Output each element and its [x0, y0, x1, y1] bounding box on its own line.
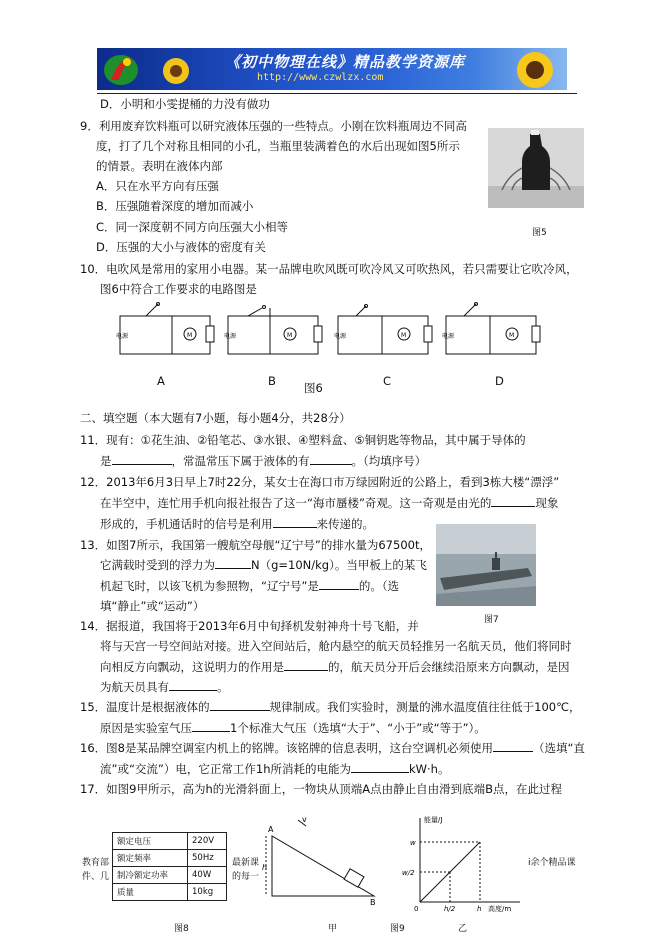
- q14-blank-2[interactable]: [169, 679, 217, 691]
- q13-text-c: 机起飞时，以该飞机为参照物，“辽宁号”是: [100, 579, 319, 593]
- q8-option-d: D．小明和小雯提桶的力没有做功: [100, 97, 270, 111]
- power-label: 电源: [224, 333, 237, 340]
- q12-line2: [100, 495, 558, 511]
- q16-line2: [100, 761, 449, 777]
- circuit-label-d: D: [495, 374, 504, 388]
- q14-line1: 14．据报道，我国将于2013年6月中旬择机发射神舟十号飞船，并: [80, 619, 419, 633]
- q12-line1: 12．2013年6月3日早上7时22分，某女士在海口市万绿园附近的公路上，看到3栋大楼“漂浮”: [80, 475, 560, 489]
- side-text-mid1: 最新课: [232, 858, 260, 868]
- incline-figure: [262, 810, 382, 906]
- banner-url: http://www.czwlzx.com: [257, 72, 384, 83]
- q13-text-d: 的。（选: [358, 579, 400, 593]
- header-rule: [97, 93, 577, 94]
- q9-line3: 的情景。表明在液体内部: [96, 159, 223, 173]
- q15-blank-2[interactable]: [192, 720, 230, 732]
- figure6-caption: 图6: [304, 381, 323, 395]
- q9-line1: 9．利用废弃饮料瓶可以研究液体压强的一些特点。小刚在饮料瓶周边不同高: [80, 119, 467, 133]
- q15-line2: [100, 720, 486, 736]
- circuit-c: [330, 298, 440, 360]
- figure8-caption: 图8: [174, 924, 189, 934]
- q11-line1: 11．现有：①花生油、②铅笔芯、③水银、④塑料盒、⑤铜钥匙等物品，其中属于导体的: [80, 433, 526, 447]
- q14-text-c: 为航天员具有: [100, 680, 169, 694]
- q12-blank-1[interactable]: [491, 495, 535, 507]
- x-tick-0: 0: [414, 905, 419, 912]
- nameplate-table: [112, 832, 227, 901]
- circuit-label-a: A: [157, 374, 165, 388]
- table-cell: 40W: [188, 867, 227, 884]
- x-tick-h2: h/2: [444, 905, 456, 912]
- y-tick-w2: w/2: [402, 869, 415, 877]
- side-text-right: i余个精品课: [528, 858, 576, 868]
- q11-text-b: ，常温常压下属于液体的有: [171, 454, 310, 468]
- q14-blank-1[interactable]: [284, 659, 328, 671]
- motor-label: M: [287, 332, 293, 339]
- circuit-a: [112, 298, 222, 360]
- power-label: 电源: [116, 333, 129, 340]
- height-label: h: [262, 863, 268, 872]
- figure9-jia-caption: 甲: [328, 924, 338, 934]
- q14-text-d: 。: [217, 680, 229, 694]
- circuit-label-c: C: [383, 374, 392, 388]
- q16-text-b: （选填“直: [532, 741, 585, 755]
- q9-option-d: D．压强的大小与液体的密度有关: [96, 240, 266, 254]
- q17-line1: 17．如图9甲所示，高为h的光滑斜面上，一物块从顶端A点由静止自由滑到底端B点，在此过程: [80, 782, 562, 796]
- q13-line4: 填“静止”或“运动”）: [100, 599, 205, 613]
- incline-label-b: B: [370, 898, 376, 906]
- logo-icon: [101, 50, 141, 88]
- sunflower-icon: [505, 50, 563, 90]
- q12-blank-2[interactable]: [273, 516, 317, 528]
- side-text-left1: 教育部: [82, 858, 110, 868]
- q13-line3: [100, 578, 399, 594]
- figure5-caption: 图5: [532, 228, 547, 238]
- q15-text-a: 15．温度计是根据液体的: [80, 700, 210, 714]
- q9-option-b: B．压强随着深度的增加而减小: [96, 199, 254, 213]
- q13-blank-1[interactable]: [215, 557, 251, 569]
- q12-text-a: 在半空中，连忙用手机向报社报告了这一“海市蜃楼”奇观。这一奇观是由光的: [100, 496, 492, 510]
- q15-line1: [80, 699, 581, 715]
- sunflower-icon: [157, 54, 195, 88]
- table-cell: 制冷额定功率: [113, 867, 188, 884]
- q13-line2: [100, 557, 427, 573]
- table-row: [113, 850, 227, 867]
- q14-text-b: 的，航天员分开后会继续沿原来方向飘动，是因: [328, 660, 570, 674]
- figure7-caption: 图7: [484, 615, 499, 625]
- table-row: [113, 884, 227, 901]
- q13-line1: 13．如图7所示，我国第一艘航空母舰“辽宁号”的排水量为67500t，: [80, 538, 431, 552]
- circuit-b: [220, 298, 330, 360]
- q12-text-c: 形成的，手机通话时的信号是利用: [100, 517, 273, 531]
- aircraft-carrier-figure: [436, 524, 536, 606]
- q9-option-c: C．同一深度朝不同方向压强大小相等: [96, 220, 289, 234]
- table-cell: 50Hz: [188, 850, 227, 867]
- q15-text-b: 规律制成。我们实验时，测量的沸水温度值往往低于100℃，: [269, 700, 581, 714]
- figure9-yi-caption: 乙: [458, 924, 468, 934]
- side-text-left2: 件、几: [82, 872, 110, 882]
- q12-text-b: 现象: [535, 496, 559, 510]
- table-row: [113, 867, 227, 884]
- q14-line4: [100, 679, 229, 695]
- q12-line3: [100, 516, 374, 532]
- y-axis-label: 能量/J: [424, 816, 443, 824]
- y-tick-w: w: [410, 839, 416, 847]
- side-text-mid2: 的每一: [232, 872, 260, 882]
- energy-height-graph: [400, 812, 528, 912]
- q10-line1: 10．电吹风是常用的家用小电器。某一品牌电吹风既可吹冷风又可吹热风，若只需要让它吹冷风，: [80, 262, 578, 276]
- banner-title: 《初中物理在线》精品教学资源库: [225, 53, 466, 71]
- bottle-figure: [488, 128, 584, 208]
- q16-blank-2[interactable]: [351, 761, 409, 773]
- power-label: 电源: [334, 333, 347, 340]
- q11-line2: [100, 453, 426, 469]
- power-label: 电源: [442, 333, 455, 340]
- q14-line2: 将与天宫一号空间站对接。进入空间站后，舱内悬空的航天员轻推另一名航天员，他们将同时: [100, 639, 572, 653]
- q15-text-d: 1个标准大气压（选填“大于”、“小于”或“等于”）。: [230, 721, 486, 735]
- q11-text-a: 是: [100, 454, 112, 468]
- q14-line3: [100, 659, 570, 675]
- header-banner: [97, 48, 567, 90]
- q11-text-c: 。（均填序号）: [351, 454, 427, 468]
- circuit-label-b: B: [268, 374, 276, 388]
- q16-text-a: 16．图8是某品牌空调室内机上的铭牌。该铭牌的信息表明，这台空调机必须使用: [80, 741, 493, 755]
- section2-heading: 二、填空题（本大题有7小题，每小题4分，共28分）: [80, 411, 351, 425]
- motor-label: M: [401, 332, 407, 339]
- motor-label: M: [187, 332, 193, 339]
- motor-label: M: [509, 332, 515, 339]
- x-axis-label: 高度/m: [488, 905, 512, 912]
- q13-text-a: 它满载时受到的浮力为: [100, 558, 215, 572]
- x-tick-h: h: [477, 905, 482, 912]
- table-cell: 10kg: [188, 884, 227, 901]
- circuit-d: [438, 298, 548, 360]
- q16-blank-1[interactable]: [493, 740, 533, 752]
- q13-text-b: N（g=10N/kg）。当甲板上的某飞: [251, 558, 427, 572]
- q15-blank-1[interactable]: [210, 699, 270, 711]
- q15-text-c: 原因是实验室气压: [100, 721, 192, 735]
- table-cell: 额定频率: [113, 850, 188, 867]
- incline-label-a: A: [268, 825, 274, 834]
- table-cell: 220V: [188, 833, 227, 850]
- velocity-label: v: [302, 815, 307, 824]
- q9-option-a: A．只在水平方向有压强: [96, 179, 219, 193]
- figure9-caption: 图9: [390, 924, 405, 934]
- q16-text-c: 流”或“交流”）电，它正常工作1h所消耗的电能为: [100, 762, 351, 776]
- q9-line2: 度，打了几个对称且相同的小孔，当瓶里装满着色的水后出现如图5所示: [96, 139, 460, 153]
- table-cell: 额定电压: [113, 833, 188, 850]
- q11-blank-1[interactable]: [112, 453, 172, 465]
- q16-line1: [80, 740, 585, 756]
- table-cell: 质量: [113, 884, 188, 901]
- q11-blank-2[interactable]: [310, 453, 352, 465]
- q16-text-d: kW·h。: [408, 762, 450, 776]
- q13-blank-2[interactable]: [319, 578, 359, 590]
- q10-line2: 图6中符合工作要求的电路图是: [100, 282, 257, 296]
- q14-text-a: 向相反方向飘动，这说明力的作用是: [100, 660, 284, 674]
- table-row: [113, 833, 227, 850]
- q12-text-d: 来传递的。: [316, 517, 374, 531]
